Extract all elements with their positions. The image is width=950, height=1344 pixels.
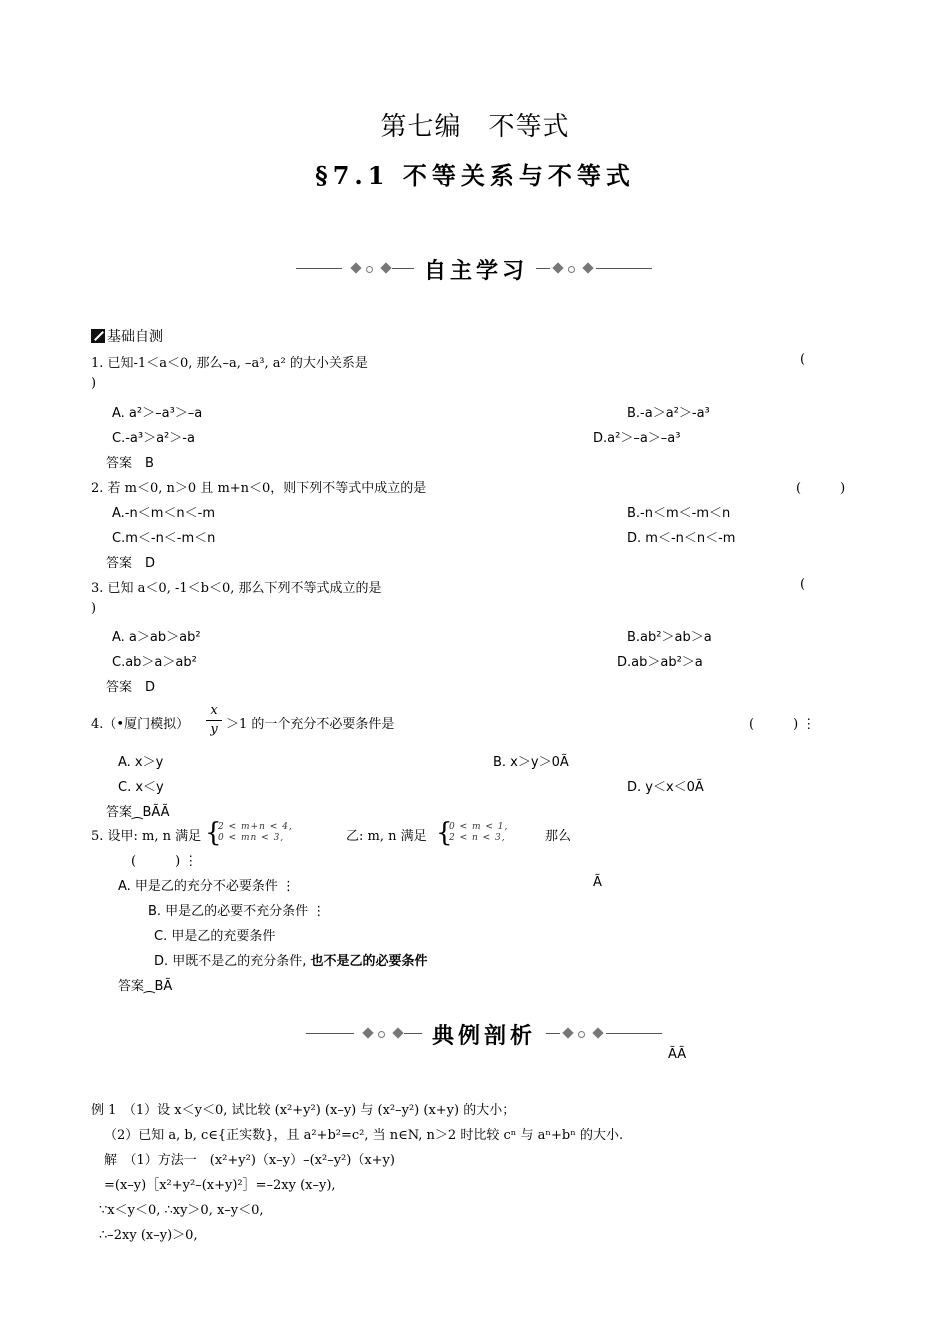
example1-solution-line2: =(x–y)［x²+y²–(x+y)²］=–2xy (x–y), xyxy=(104,1178,336,1193)
q1-stem: 1. 已知-1＜a＜0, 那么–a, –a³, a² 的大小关系是 xyxy=(91,356,368,371)
banner-rule-left xyxy=(306,1033,354,1034)
q1-paren-close: ) xyxy=(91,376,97,391)
section-title: §7.1 不等关系与不等式 xyxy=(315,161,635,190)
q1-option-a: A. a²＞–a³＞–a xyxy=(112,406,203,421)
diamond-ornament xyxy=(392,1027,403,1038)
pencil-icon xyxy=(91,329,105,343)
banner-rule-inner-right xyxy=(536,268,550,269)
q3-option-d: D.ab＞ab²＞a xyxy=(617,655,703,670)
banner-rule-inner-left xyxy=(392,268,414,269)
diamond-ornament xyxy=(552,262,563,273)
q5-paren: ( ) ⋮ xyxy=(131,854,198,869)
diamond-ornament xyxy=(562,1027,573,1038)
example1-line1: 例 1 （1）设 x＜y＜0, 试比较 (x²+y²) (x–y) 与 (x²–y²) (x+y) 的大小； xyxy=(91,1103,516,1118)
q2-option-d: D. m＜-n＜n＜-m xyxy=(627,531,736,546)
q4-fraction-bar xyxy=(206,720,222,721)
example1-solution-line3: ∵x＜y＜0, ∴xy＞0, x–y＜0, xyxy=(99,1203,264,1218)
q4-paren: ( ) ⋮ xyxy=(749,717,816,732)
q5-option-d xyxy=(154,950,428,969)
q1-option-c: C.-a³＞a²＞-a xyxy=(112,431,195,446)
q3-answer: 答案 D xyxy=(106,680,156,695)
q5-option-b: B. 甲是乙的必要不充分条件 ⋮ xyxy=(148,904,326,919)
q5-answer: 答案⁔BÃ xyxy=(118,979,173,994)
dot-ornament xyxy=(378,1031,385,1038)
q4-stem-prefix: 4.（•厦门模拟） xyxy=(91,717,190,732)
example1-solution-line1: 解 （1）方法一 (x²+y²)（x–y）–(x²–y²)（x+y) xyxy=(104,1153,395,1168)
q2-option-b: B.-n＜m＜-m＜n xyxy=(627,506,731,521)
banner-rule-inner-left xyxy=(404,1033,422,1034)
dot-ornament xyxy=(366,266,373,273)
dot-ornament xyxy=(568,266,575,273)
q5-stem-prefix: 5. 设甲: m, n 满足 xyxy=(91,829,202,844)
banner-rule-right xyxy=(596,268,652,269)
example1-line2: （2）已知 a, b, c∈{正实数}，且 a²+b²=c², 当 n∈N, n＞2 时比较 cⁿ 与 aⁿ+bⁿ 的大小. xyxy=(104,1128,624,1143)
q5-option-d-part2: 也不是乙的必要条件 xyxy=(310,954,428,969)
q4-stem-suffix: ＞1 的一个充分不必要条件是 xyxy=(226,717,395,732)
q5-option-a-mark: Ã xyxy=(593,875,602,890)
q3-paren-open: ( xyxy=(800,577,806,592)
banner-rule-inner-right xyxy=(546,1033,560,1034)
banner-rule-left xyxy=(296,268,342,269)
q4-fraction-denominator: y xyxy=(210,722,218,737)
q5-system2-row1: 0 < m < 1, xyxy=(449,822,509,832)
q1-option-d: D.a²＞–a＞–a³ xyxy=(593,431,681,446)
stray-mark: ÃÃ xyxy=(668,1047,687,1062)
dot-ornament xyxy=(578,1031,585,1038)
q1-answer: 答案 B xyxy=(106,456,154,471)
diamond-ornament xyxy=(362,1027,373,1038)
banner-label: 典例剖析 xyxy=(432,1024,537,1049)
q5-option-d-part1: D. 甲既不是乙的充分条件, xyxy=(154,954,311,969)
q3-option-b: B.ab²＞ab＞a xyxy=(627,630,712,645)
q2-option-a: A.-n＜m＜n＜-m xyxy=(112,506,215,521)
chapter-title: 第七编 不等式 xyxy=(380,112,570,142)
section-label xyxy=(91,326,163,346)
q4-option-b: B. x＞y＞0Ã xyxy=(493,755,569,770)
diamond-ornament xyxy=(350,262,361,273)
q3-stem: 3. 已知 a＜0, -1＜b＜0, 那么下列不等式成立的是 xyxy=(91,581,382,596)
example1-solution-line4: ∴–2xy (x–y)＞0, xyxy=(99,1228,198,1243)
diamond-ornament xyxy=(582,262,593,273)
q2-answer: 答案 D xyxy=(106,556,156,571)
q5-stem-middle: 乙: m, n 满足 xyxy=(346,829,427,844)
q4-fraction-numerator: x xyxy=(210,703,218,718)
q3-option-a: A. a＞ab＞ab² xyxy=(112,630,201,645)
q4-option-a: A. x＞y xyxy=(118,755,164,770)
section-label-text: 基础自测 xyxy=(107,329,163,345)
banner-rule-right xyxy=(606,1033,662,1034)
q3-paren-close: ) xyxy=(91,601,97,616)
banner-examples xyxy=(306,1019,666,1049)
diamond-ornament xyxy=(380,262,391,273)
q4-option-d: D. y＜x＜0Ã xyxy=(627,780,704,795)
q5-stem-suffix: 那么 xyxy=(545,829,572,844)
q5-system2-row2: 2 < n < 3, xyxy=(449,833,506,843)
q5-system1-row2: 0 < mn < 3, xyxy=(218,833,285,843)
q1-option-b: B.-a＞a²＞-a³ xyxy=(627,406,710,421)
q5-option-a: A. 甲是乙的充分不必要条件 ⋮ xyxy=(118,879,296,894)
q5-system1-row1: 2 < m+n < 4, xyxy=(218,822,293,832)
q5-option-c: C. 甲是乙的充要条件 xyxy=(154,929,276,944)
q4-answer: 答案⁔BÃÃ xyxy=(106,805,170,820)
q1-paren-open: ( xyxy=(800,352,806,367)
q3-option-c: C.ab＞a＞ab² xyxy=(112,655,197,670)
banner-label: 自主学习 xyxy=(424,259,529,284)
left-brace-icon: { xyxy=(436,818,453,848)
banner-self-study xyxy=(296,254,656,284)
q2-option-c: C.m＜-n＜-m＜n xyxy=(112,531,216,546)
diamond-ornament xyxy=(592,1027,603,1038)
q2-paren: ( ) xyxy=(796,481,846,496)
q4-option-c: C. x＜y xyxy=(118,780,164,795)
q2-stem: 2. 若 m＜0, n＞0 且 m+n＜0，则下列不等式中成立的是 xyxy=(91,481,427,496)
left-brace-icon: { xyxy=(205,818,222,848)
